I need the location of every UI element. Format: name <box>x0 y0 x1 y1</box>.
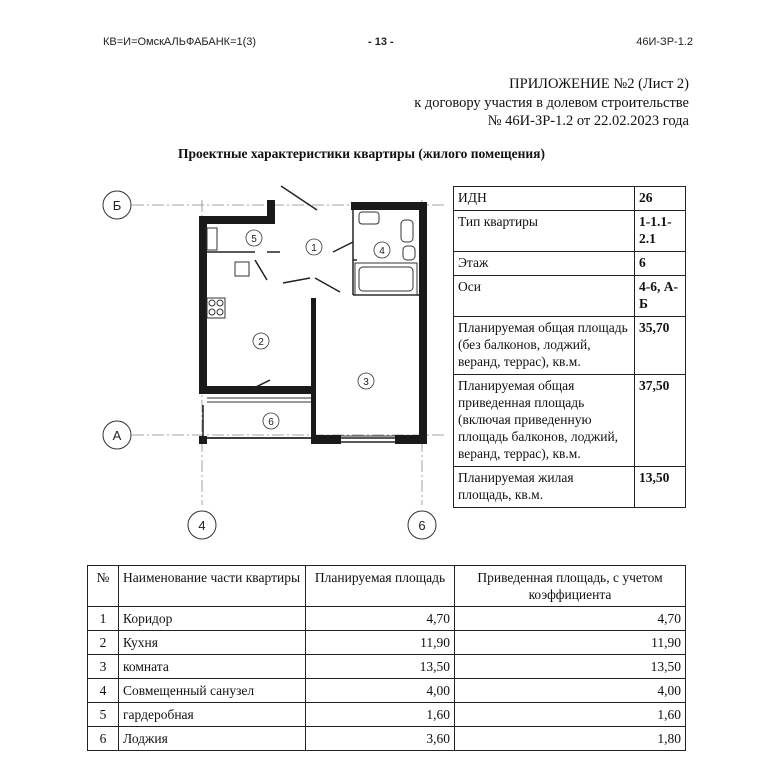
room-reduced-area: 4,00 <box>455 679 686 703</box>
characteristic-value: 13,50 <box>635 467 686 508</box>
room-num: 3 <box>88 655 119 679</box>
characteristic-row <box>454 467 686 508</box>
annex-contract-ref: № 46И-ЗР-1.2 от 22.02.2023 года <box>487 113 689 129</box>
room-reduced-area: 1,60 <box>455 703 686 727</box>
col-area-header: Планируемая площадь <box>306 566 455 607</box>
characteristic-value: 4-6, А-Б <box>635 276 686 317</box>
room-1-label: 1 <box>311 243 317 254</box>
characteristic-label: ИДН <box>454 187 635 211</box>
characteristic-row <box>454 276 686 317</box>
rooms-table-header <box>88 566 686 607</box>
col-num-header: № <box>88 566 119 607</box>
room-area: 1,60 <box>306 703 455 727</box>
room-name: Коридор <box>119 607 306 631</box>
room-name: комната <box>119 655 306 679</box>
page-title: Проектные характеристики квартиры (жилого помещения) <box>178 146 545 161</box>
room-area: 11,90 <box>306 631 455 655</box>
col-name-header: Наименование части квартиры <box>119 566 306 607</box>
room-6-label: 6 <box>268 417 274 428</box>
room-4-label: 4 <box>379 246 385 257</box>
room-row <box>88 631 686 655</box>
room-row <box>88 727 686 751</box>
characteristic-row <box>454 252 686 276</box>
characteristic-label: Планируемая жилая площадь, кв.м. <box>454 467 635 508</box>
room-num: 5 <box>88 703 119 727</box>
room-reduced-area: 13,50 <box>455 655 686 679</box>
room-name: Лоджия <box>119 727 306 751</box>
room-2-label: 2 <box>258 337 264 348</box>
room-reduced-area: 1,80 <box>455 727 686 751</box>
room-name: гардеробная <box>119 703 306 727</box>
characteristic-label: Тип квартиры <box>454 211 635 252</box>
col-reduced-header: Приведенная площадь, с учетом коэффициента <box>455 566 686 607</box>
axis-b-label: Б <box>112 198 122 213</box>
room-row <box>88 679 686 703</box>
room-num: 1 <box>88 607 119 631</box>
room-area: 13,50 <box>306 655 455 679</box>
characteristic-label: Этаж <box>454 252 635 276</box>
annex-title: ПРИЛОЖЕНИЕ №2 (Лист 2) <box>509 76 689 92</box>
characteristic-row <box>454 211 686 252</box>
room-reduced-area: 11,90 <box>455 631 686 655</box>
contract-code: 46И-ЗР-1.2 <box>636 36 693 48</box>
room-row <box>88 703 686 727</box>
floor-plan <box>95 180 450 550</box>
walls <box>199 200 427 444</box>
room-area: 4,70 <box>306 607 455 631</box>
characteristic-label: Оси <box>454 276 635 317</box>
characteristic-row <box>454 317 686 375</box>
axis-a-label: А <box>112 428 122 443</box>
room-area: 3,60 <box>306 727 455 751</box>
room-num: 2 <box>88 631 119 655</box>
doc-code: КВ=И=ОмскАЛЬФАБАНК=1(3) <box>103 36 257 48</box>
axis-6-label: 6 <box>418 518 426 533</box>
characteristic-value: 35,70 <box>635 317 686 375</box>
room-row <box>88 655 686 679</box>
page-number: - 13 - <box>368 36 394 48</box>
characteristic-row <box>454 187 686 211</box>
axis-4-label: 4 <box>198 518 206 533</box>
rooms-table <box>87 565 686 751</box>
characteristic-label: Планируемая общая приведенная площадь (включая приведенную площадь балконов, лоджий, веранд, террас), кв.м. <box>454 375 635 467</box>
room-3-label: 3 <box>363 377 369 388</box>
characteristic-label: Планируемая общая площадь (без балконов, лоджий, веранд, террас), кв.м. <box>454 317 635 375</box>
characteristic-value: 6 <box>635 252 686 276</box>
characteristic-value: 37,50 <box>635 375 686 467</box>
annex-subtitle: к договору участия в долевом строительстве <box>414 95 689 111</box>
characteristic-row <box>454 375 686 467</box>
room-name: Кухня <box>119 631 306 655</box>
room-num: 4 <box>88 679 119 703</box>
room-name: Совмещенный санузел <box>119 679 306 703</box>
apartment-characteristics-table <box>453 186 686 508</box>
room-area: 4,00 <box>306 679 455 703</box>
characteristic-value: 1-1.1-2.1 <box>635 211 686 252</box>
room-5-label: 5 <box>251 234 257 245</box>
room-num: 6 <box>88 727 119 751</box>
characteristic-value: 26 <box>635 187 686 211</box>
room-reduced-area: 4,70 <box>455 607 686 631</box>
room-row <box>88 607 686 631</box>
